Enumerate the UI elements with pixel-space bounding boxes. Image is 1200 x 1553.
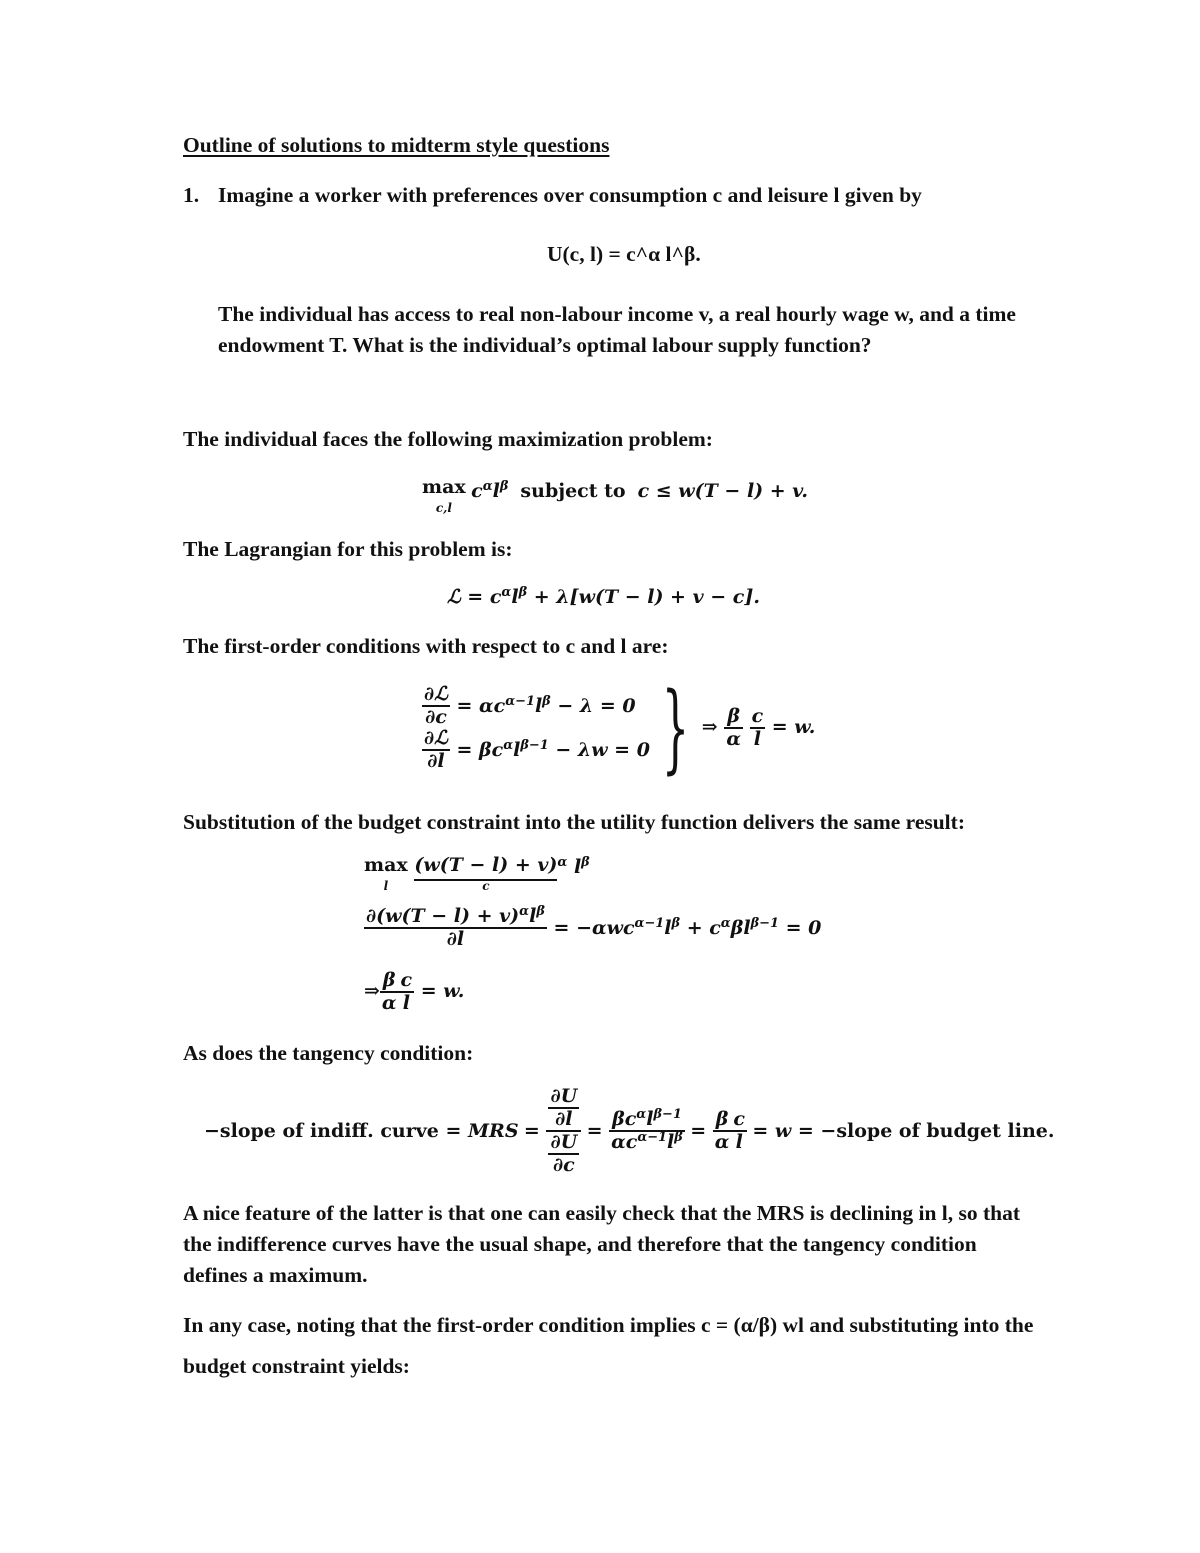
utility-equation: U(c, l) = c^α l^β.	[547, 242, 701, 266]
paragraph-lagrangian: The Lagrangian for this problem is:	[183, 537, 513, 561]
substitution-line-3: ⇒ $\frac{\beta}{\alpha}$ $\frac{c}{l}$ = w.	[364, 969, 465, 1014]
paragraph-nice-line-3: defines a maximum.	[183, 1263, 368, 1287]
paragraph-nice-line-1: A nice feature of the latter is that one can easily check that the MRS is declining in l, so that	[183, 1201, 1021, 1225]
paragraph-foc: The first-order conditions with respect to c and l are:	[183, 634, 669, 658]
question-text-line-1: Imagine a worker with preferences over consumption c and leisure l given by	[218, 183, 922, 207]
maximization-equation: max c,l $c^\alpha l^\beta$ subject to c ≤ w(T − l) + v.	[422, 476, 809, 515]
foc-system: $\frac{\text{∂ℒ}}{\partial c}$ = $\alpha c^{\alpha-1}l^\beta - \lambda = 0$ $\frac{\text{∂ℒ}}{\partial l}$ = $\beta c^\alpha l^{\beta-1} - \lambda w = 0$ } ⇒ $\frac{\beta}{\alpha}$ $\frac{c}{l}$ = w.	[424, 672, 816, 784]
paragraph-anycase-line-2: budget constraint yields:	[183, 1354, 410, 1378]
substitution-line-2: $\frac{\partial(w(T - l) + v)^\alpha l^\beta}{\partial l}$ = $-\alpha wc^{\alpha-1}l^\beta + c^\alpha\beta l^{\beta-1} = 0$	[366, 903, 822, 950]
document-heading: Outline of solutions to midterm style questions	[183, 133, 610, 157]
substitution-line-1: max l (w(T − l) + v) $c^\alpha$ $l^\beta$	[364, 854, 590, 893]
paragraph-substitution: Substitution of the budget constraint into the utility function delivers the same result:	[183, 810, 965, 834]
paragraph-maximization: The individual faces the following maximization problem:	[183, 427, 713, 451]
question-text-line-2: The individual has access to real non-labour income v, a real hourly wage w, and a time	[218, 302, 1016, 326]
paragraph-anycase-line-1: In any case, noting that the first-order condition implies c = (α/β) wl and substituting into the	[183, 1313, 1034, 1337]
question-text-line-3: endowment T. What is the individual’s optimal labour supply function?	[218, 333, 872, 357]
tangency-equation: −slope of indiff. curve = MRS = $\frac{\frac{\partial U}{\partial l}}{\frac{\partial U}{\partial c}}$ = $\frac{\beta c^\alpha l^{\beta-1}}{\alpha c^{\alpha-1}l^\beta}$ = $\frac{\beta}{\alpha}$ $\frac{c}{l}$ = w = −slope of budget line.	[204, 1085, 1055, 1176]
paragraph-tangency: As does the tangency condition:	[183, 1041, 474, 1065]
lagrangian-equation: ℒ = $c^\alpha l^\beta + \lambda[w(T - l) + v - c]$.	[447, 584, 760, 608]
paragraph-nice-line-2: the indifference curves have the usual shape, and therefore that the tangency condition	[183, 1232, 977, 1256]
question-number: 1.	[183, 183, 200, 207]
